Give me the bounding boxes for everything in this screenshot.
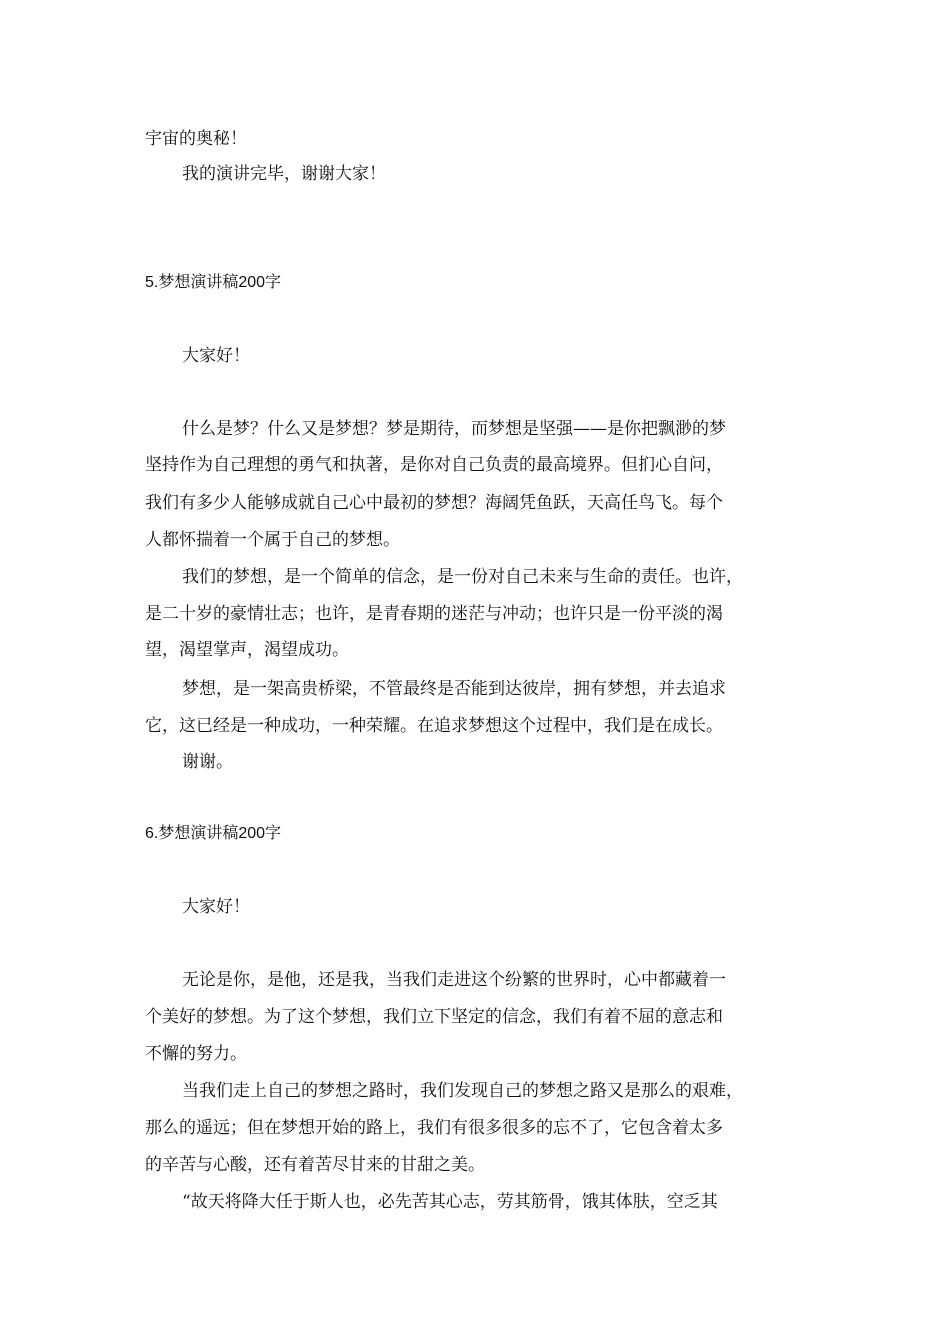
section-heading-5: 5.梦想演讲稿200字 <box>145 274 282 291</box>
paragraph-line: 不懈的努力。 <box>145 1044 247 1064</box>
paragraph-line: 的辛苦与心酸，还有着苦尽甘来的甘甜之美。 <box>145 1155 485 1175</box>
paragraph-line: 个美好的梦想。为了这个梦想，我们立下坚定的信念，我们有着不屈的意志和 <box>145 1007 723 1027</box>
paragraph-line: 宇宙的奥秘！ <box>145 129 247 149</box>
paragraph-line: 什么是梦？什么又是梦想？梦是期待，而梦想是坚强——是你把飘渺的梦 <box>182 419 726 439</box>
paragraph-line: 是二十岁的豪情壮志；也许，是青春期的迷茫与冲动；也许只是一份平淡的渴 <box>145 604 723 624</box>
paragraph-line: 它，这已经是一种成功，一种荣耀。在追求梦想这个过程中，我们是在成长。 <box>145 716 723 736</box>
paragraph-line: 人都怀揣着一个属于自己的梦想。 <box>145 530 400 550</box>
section-heading-6: 6.梦想演讲稿200字 <box>145 825 282 842</box>
paragraph-line: 望，渴望掌声，渴望成功。 <box>145 640 349 660</box>
paragraph-line: 谢谢。 <box>182 752 233 772</box>
paragraph-line: 那么的遥远；但在梦想开始的路上，我们有很多很多的忘不了，它包含着太多 <box>145 1118 723 1138</box>
greeting-line: 大家好！ <box>182 897 250 917</box>
paragraph-line: 我们有多少人能够成就自己心中最初的梦想？海阔凭鱼跃，天高任鸟飞。每个 <box>145 493 723 513</box>
paragraph-line: “故天将降大任于斯人也，必先苦其心志，劳其筋骨，饿其体肤，空乏其 <box>182 1192 718 1212</box>
paragraph-line: 坚持作为自己理想的勇气和执著，是你对自己负责的最高境界。但扪心自问， <box>145 455 723 475</box>
paragraph-line: 梦想，是一架高贵桥梁，不管最终是否能到达彼岸，拥有梦想，并去追求 <box>182 679 726 699</box>
paragraph-line: 当我们走上自己的梦想之路时，我们发现自己的梦想之路又是那么的艰难， <box>182 1081 743 1101</box>
paragraph-line: 我们的梦想，是一个简单的信念，是一份对自己未来与生命的责任。也许， <box>182 567 743 587</box>
paragraph-line: 无论是你，是他，还是我，当我们走进这个纷繁的世界时，心中都藏着一 <box>182 970 726 990</box>
greeting-line: 大家好！ <box>182 346 250 366</box>
paragraph-line: 我的演讲完毕，谢谢大家！ <box>182 164 386 184</box>
